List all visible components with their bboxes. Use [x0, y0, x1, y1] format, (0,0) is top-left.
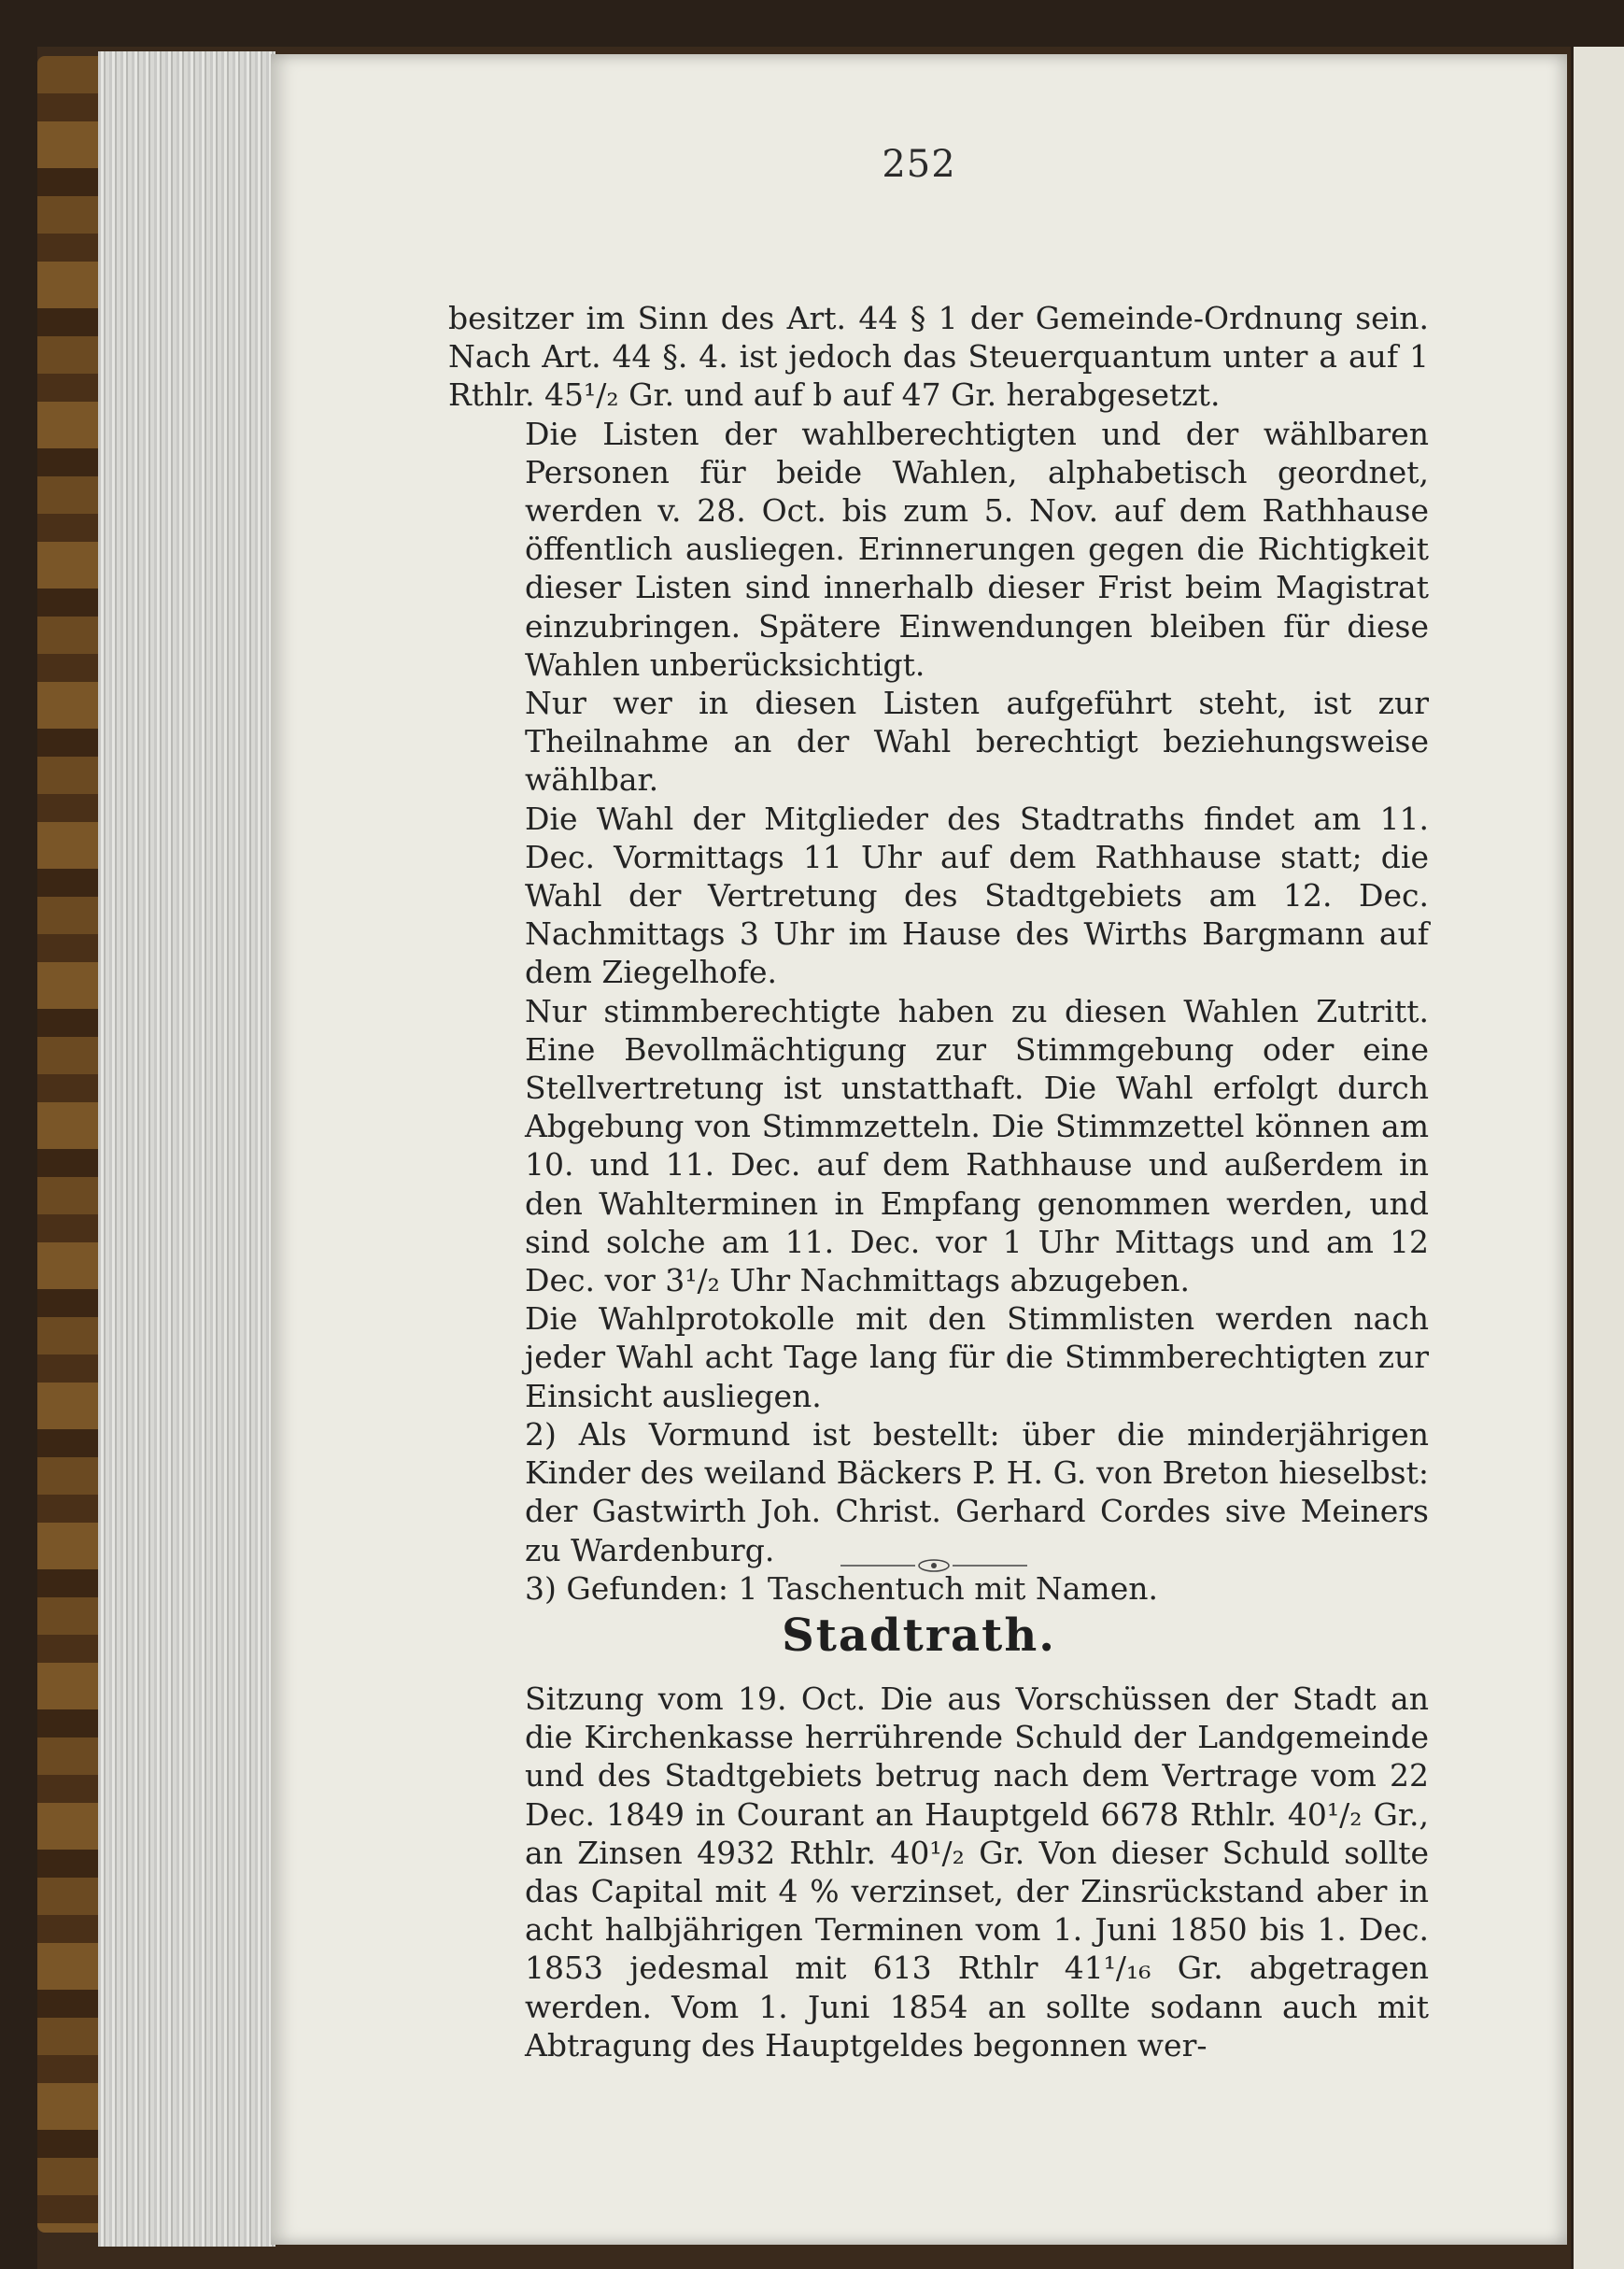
- paragraph-1: besitzer im Sinn des Art. 44 § 1 der Gemeinde-Ordnung sein. Nach Art. 44 §. 4. ist jedoch das Steuerquantum unter a auf 1 Rthlr. 45¹/₂ Gr. und auf b auf 47 Gr. herabgesetzt.: [448, 300, 1429, 414]
- section-heading: Stadtrath.: [782, 1610, 1056, 1662]
- page-stack: [98, 51, 275, 2247]
- body-text: [448, 299, 1429, 1608]
- page: [271, 54, 1567, 2245]
- paragraph-2: Die Listen der wahlberechtigten und der wählbaren Personen für beide Wahlen, alphabetisch geordnet, werden v. 28. Oct. bis zum 5. Nov. auf dem Rathhause öffentlich ausliegen. Erinnerungen gegen die Richtigkeit dieser Listen sind innerhalb dieser Frist beim Magistrat einzubringen. Spätere Einwendungen bleiben für diese Wahlen unberücksichtigt.: [525, 415, 1429, 683]
- book-cover-edge: [37, 56, 103, 2233]
- ornament-divider: [840, 1556, 1027, 1575]
- paragraph-7: 2) Als Vormund ist bestellt: über die minderjährigen Kinder des weiland Bäckers P. H. G. von Breton hieselbst: der Gastwirth Joh. Christ. Gerhard Cordes sive Meiners zu Wardenburg.: [525, 1415, 1429, 1568]
- paragraph-4: Die Wahl der Mitglieder des Stadtraths findet am 11. Dec. Vormittags 11 Uhr auf dem Rathhause statt; die Wahl der Vertretung des Stadtgebiets am 12. Dec. Nachmittags 3 Uhr im Hause des Wirths Bargmann auf dem Ziegelhofe.: [525, 800, 1429, 991]
- paragraph-3: Nur wer in diesen Listen aufgeführt steht, ist zur Theilnahme an der Wahl berechtigt beziehungsweise wählbar.: [525, 685, 1429, 799]
- section-paragraph: Sitzung vom 19. Oct. Die aus Vorschüssen der Stadt an die Kirchenkasse herrührende Schuld der Landgemeinde und des Stadtgebiets betrug nach dem Vertrage vom 22 Dec. 1849 in Courant an Hauptgeld 6678 Rthlr. 40¹/₂ Gr., an Zinsen 4932 Rthlr. 40¹/₂ Gr. Von dieser Schuld sollte das Capital mit 4 % verzinset, der Zinsrückstand aber in acht halbjährigen Terminen vom 1. Juni 1850 bis 1. Dec. 1853 jedesmal mit 613 Rthlr 41¹/₁₆ Gr. abgetragen werden. Vom 1. Juni 1854 an sollte sodann auch mit Abtragung des Hauptgeldes begonnen wer-: [525, 1680, 1429, 2063]
- paragraph-5: Nur stimmberechtigte haben zu diesen Wahlen Zutritt. Eine Bevollmächtigung zur Stimmgebung oder eine Stellvertretung ist unstatthaft. Die Wahl erfolgt durch Abgebung von Stimmzetteln. Die Stimmzettel können am 10. und 11. Dec. auf dem Rathhause und außerdem in den Wahlterminen in Empfang genommen werden, und sind solche am 11. Dec. vor 1 Uhr Mittags und am 12 Dec. vor 3¹/₂ Uhr Nachmittags abzugeben.: [525, 992, 1429, 1299]
- section-text: [448, 1680, 1429, 2064]
- facing-page: [1571, 47, 1624, 2269]
- paragraph-8: 3) Gefunden: 1 Taschentuch mit Namen.: [525, 1569, 1158, 1607]
- page-number: 252: [882, 143, 956, 186]
- paragraph-6: Die Wahlprotokolle mit den Stimmlisten werden nach jeder Wahl acht Tage lang für die Stimmberechtigten zur Einsicht ausliegen.: [525, 1300, 1429, 1414]
